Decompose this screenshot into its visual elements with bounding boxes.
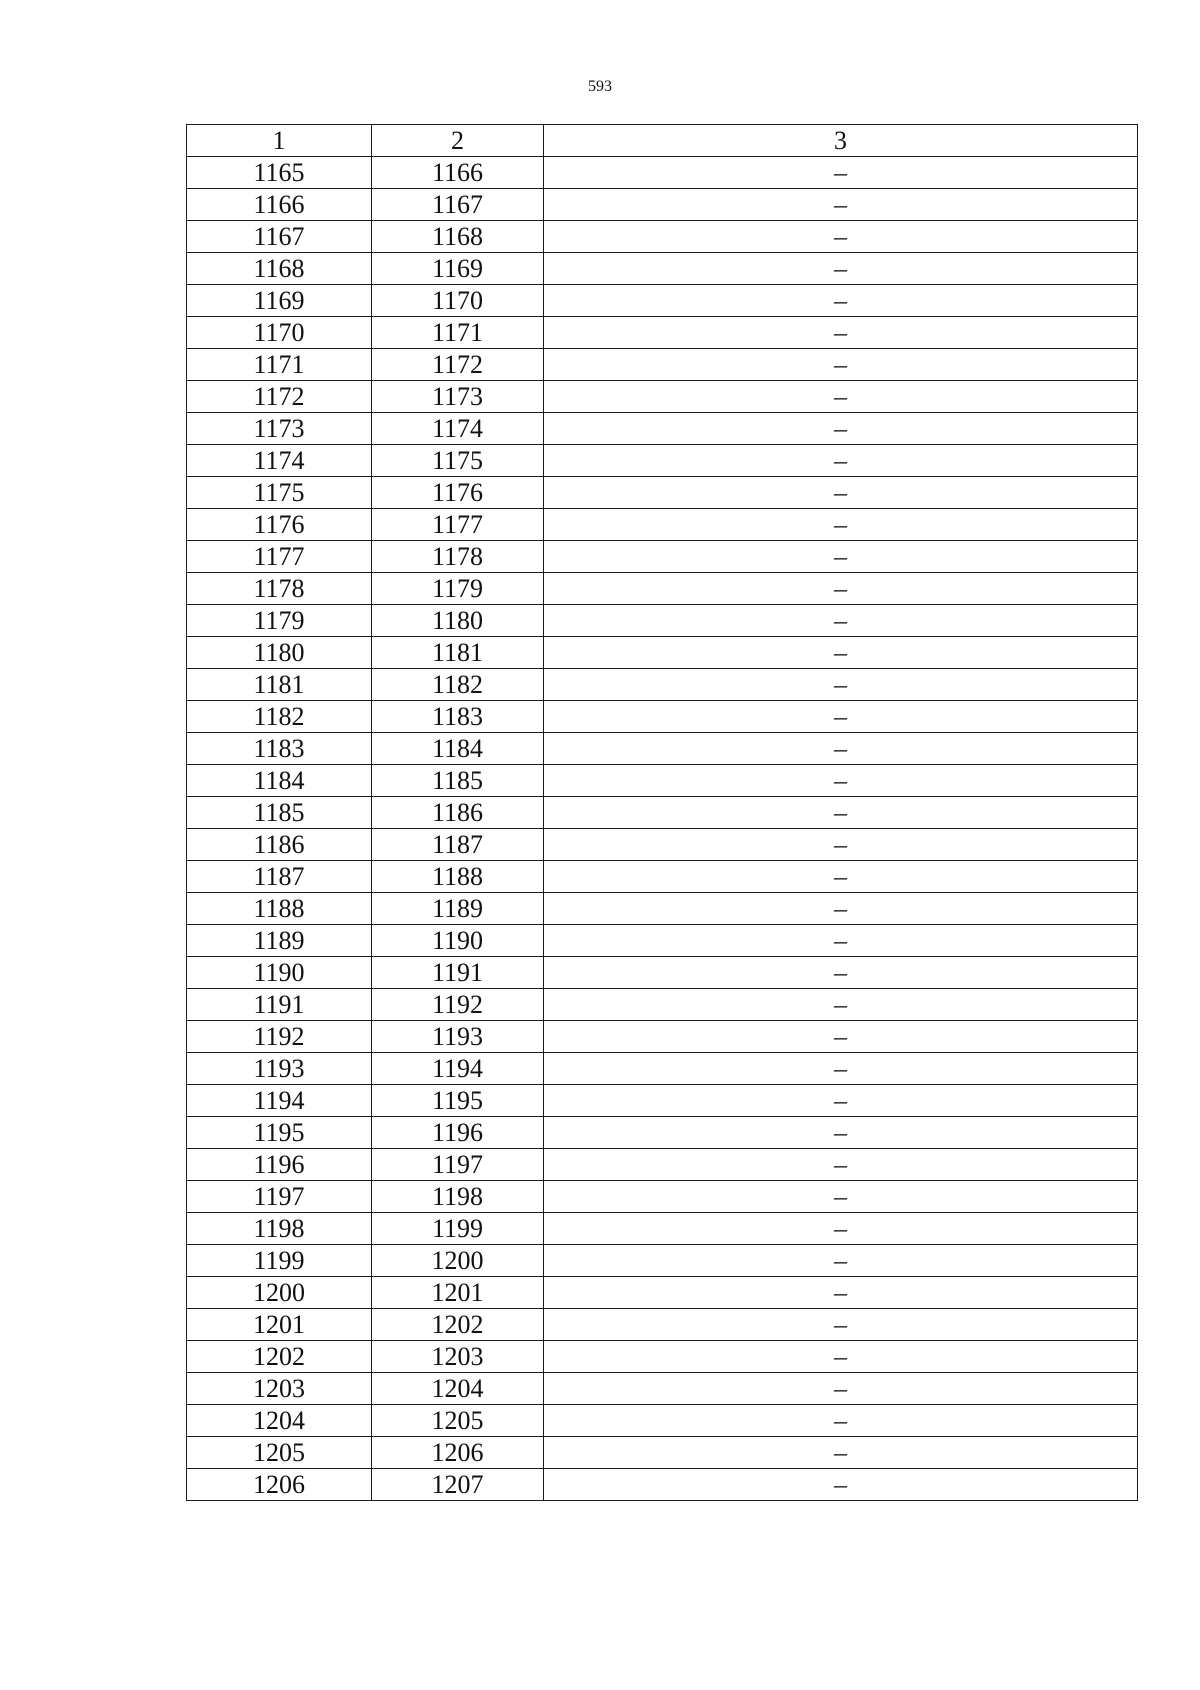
table-row — [187, 413, 1138, 445]
table-cell-col-3: – — [544, 1373, 1138, 1405]
table-cell-col-1: 1178 — [187, 573, 372, 605]
table-row — [187, 445, 1138, 477]
table-cell-col-1: 1200 — [187, 1277, 372, 1309]
table-cell-col-1: 1206 — [187, 1469, 372, 1501]
table-cell-col-2: 1168 — [372, 221, 544, 253]
table-cell-col-3: – — [544, 1309, 1138, 1341]
table-cell-col-1: 1182 — [187, 701, 372, 733]
table-cell-col-3: – — [544, 189, 1138, 221]
table-cell-col-2: 1193 — [372, 1021, 544, 1053]
table-cell-col-2: 1201 — [372, 1277, 544, 1309]
table-cell-col-3: – — [544, 1437, 1138, 1469]
table-cell-col-1: 1167 — [187, 221, 372, 253]
table-body — [187, 157, 1138, 1501]
table-cell-col-1: 1194 — [187, 1085, 372, 1117]
table-cell-col-3: – — [544, 1149, 1138, 1181]
table-cell-col-1: 1202 — [187, 1341, 372, 1373]
table-cell-col-3: – — [544, 1341, 1138, 1373]
table-cell-col-2: 1176 — [372, 477, 544, 509]
table-cell-col-2: 1203 — [372, 1341, 544, 1373]
table-cell-col-2: 1191 — [372, 957, 544, 989]
table-cell-col-1: 1180 — [187, 637, 372, 669]
table-row — [187, 701, 1138, 733]
table-cell-col-3: – — [544, 445, 1138, 477]
table-cell-col-3: – — [544, 925, 1138, 957]
table-row — [187, 1053, 1138, 1085]
table-cell-col-3: – — [544, 733, 1138, 765]
table-cell-col-1: 1172 — [187, 381, 372, 413]
table-cell-col-1: 1175 — [187, 477, 372, 509]
table-cell-col-2: 1169 — [372, 253, 544, 285]
table-row — [187, 925, 1138, 957]
table-cell-col-1: 1191 — [187, 989, 372, 1021]
table-row — [187, 829, 1138, 861]
table-row — [187, 1213, 1138, 1245]
table-cell-col-1: 1166 — [187, 189, 372, 221]
table-cell-col-1: 1184 — [187, 765, 372, 797]
table-cell-col-3: – — [544, 893, 1138, 925]
table-cell-col-3: – — [544, 765, 1138, 797]
table-cell-col-1: 1195 — [187, 1117, 372, 1149]
table-cell-col-2: 1172 — [372, 349, 544, 381]
table-row — [187, 477, 1138, 509]
table-cell-col-1: 1177 — [187, 541, 372, 573]
table-cell-col-1: 1193 — [187, 1053, 372, 1085]
table-row — [187, 1245, 1138, 1277]
table-cell-col-3: – — [544, 413, 1138, 445]
table-row — [187, 285, 1138, 317]
table-row — [187, 637, 1138, 669]
table-row — [187, 669, 1138, 701]
table-cell-col-1: 1192 — [187, 1021, 372, 1053]
table-cell-col-3: – — [544, 573, 1138, 605]
table-cell-col-3: – — [544, 1245, 1138, 1277]
table-cell-col-2: 1200 — [372, 1245, 544, 1277]
table-cell-col-2: 1181 — [372, 637, 544, 669]
column-header-1: 1 — [187, 125, 372, 157]
table-cell-col-1: 1170 — [187, 317, 372, 349]
table-row — [187, 221, 1138, 253]
table-row — [187, 957, 1138, 989]
table-cell-col-3: – — [544, 541, 1138, 573]
table-cell-col-2: 1166 — [372, 157, 544, 189]
table-cell-col-1: 1197 — [187, 1181, 372, 1213]
table-cell-col-1: 1204 — [187, 1405, 372, 1437]
table-cell-col-2: 1177 — [372, 509, 544, 541]
table-cell-col-2: 1186 — [372, 797, 544, 829]
table-cell-col-3: – — [544, 349, 1138, 381]
table-cell-col-1: 1165 — [187, 157, 372, 189]
table-cell-col-2: 1195 — [372, 1085, 544, 1117]
table-cell-col-3: – — [544, 1021, 1138, 1053]
table-cell-col-3: – — [544, 861, 1138, 893]
table-cell-col-1: 1176 — [187, 509, 372, 541]
table-row — [187, 157, 1138, 189]
column-header-3: 3 — [544, 125, 1138, 157]
table-cell-col-3: – — [544, 957, 1138, 989]
data-table — [186, 124, 1138, 1501]
table-cell-col-1: 1187 — [187, 861, 372, 893]
table-row — [187, 797, 1138, 829]
table-cell-col-2: 1179 — [372, 573, 544, 605]
table-cell-col-3: – — [544, 669, 1138, 701]
table-header-row — [187, 125, 1138, 157]
table-row — [187, 1373, 1138, 1405]
table-cell-col-2: 1174 — [372, 413, 544, 445]
table-row — [187, 1437, 1138, 1469]
table-cell-col-2: 1189 — [372, 893, 544, 925]
table-cell-col-3: – — [544, 637, 1138, 669]
table-cell-col-2: 1185 — [372, 765, 544, 797]
table-row — [187, 1085, 1138, 1117]
table-cell-col-2: 1198 — [372, 1181, 544, 1213]
table-cell-col-2: 1202 — [372, 1309, 544, 1341]
table-row — [187, 605, 1138, 637]
table-cell-col-3: – — [544, 1117, 1138, 1149]
table-cell-col-2: 1167 — [372, 189, 544, 221]
table-cell-col-3: – — [544, 157, 1138, 189]
page-number: 593 — [588, 78, 612, 95]
table-cell-col-1: 1199 — [187, 1245, 372, 1277]
table-row — [187, 253, 1138, 285]
table-cell-col-2: 1178 — [372, 541, 544, 573]
table-cell-col-1: 1190 — [187, 957, 372, 989]
table-cell-col-3: – — [544, 989, 1138, 1021]
table-row — [187, 989, 1138, 1021]
table-row — [187, 381, 1138, 413]
table-cell-col-1: 1201 — [187, 1309, 372, 1341]
table-cell-col-2: 1196 — [372, 1117, 544, 1149]
table-cell-col-3: – — [544, 797, 1138, 829]
table-cell-col-1: 1181 — [187, 669, 372, 701]
table-cell-col-3: – — [544, 317, 1138, 349]
table-cell-col-1: 1196 — [187, 1149, 372, 1181]
table-cell-col-2: 1206 — [372, 1437, 544, 1469]
table-cell-col-1: 1179 — [187, 605, 372, 637]
table-cell-col-1: 1186 — [187, 829, 372, 861]
table-cell-col-2: 1182 — [372, 669, 544, 701]
table-cell-col-1: 1205 — [187, 1437, 372, 1469]
table-row — [187, 509, 1138, 541]
table-row — [187, 1117, 1138, 1149]
table-cell-col-2: 1194 — [372, 1053, 544, 1085]
table-cell-col-3: – — [544, 477, 1138, 509]
table-cell-col-1: 1188 — [187, 893, 372, 925]
table-cell-col-2: 1184 — [372, 733, 544, 765]
table-cell-col-2: 1183 — [372, 701, 544, 733]
table-cell-col-3: – — [544, 509, 1138, 541]
table-row — [187, 1341, 1138, 1373]
table-cell-col-3: – — [544, 829, 1138, 861]
table-cell-col-3: – — [544, 1213, 1138, 1245]
table-cell-col-1: 1171 — [187, 349, 372, 381]
table-cell-col-2: 1207 — [372, 1469, 544, 1501]
table-row — [187, 1309, 1138, 1341]
table-cell-col-1: 1173 — [187, 413, 372, 445]
table-cell-col-2: 1197 — [372, 1149, 544, 1181]
table-row — [187, 541, 1138, 573]
table-row — [187, 1405, 1138, 1437]
table-row — [187, 765, 1138, 797]
table-cell-col-2: 1173 — [372, 381, 544, 413]
table-cell-col-2: 1188 — [372, 861, 544, 893]
table-cell-col-1: 1169 — [187, 285, 372, 317]
table-row — [187, 573, 1138, 605]
table-cell-col-1: 1183 — [187, 733, 372, 765]
table-row — [187, 189, 1138, 221]
table-cell-col-3: – — [544, 1085, 1138, 1117]
table-cell-col-3: – — [544, 253, 1138, 285]
table-cell-col-2: 1180 — [372, 605, 544, 637]
table-cell-col-2: 1187 — [372, 829, 544, 861]
table-cell-col-3: – — [544, 701, 1138, 733]
table-cell-col-3: – — [544, 221, 1138, 253]
table-row — [187, 893, 1138, 925]
table-cell-col-3: – — [544, 605, 1138, 637]
table-row — [187, 349, 1138, 381]
table-cell-col-2: 1170 — [372, 285, 544, 317]
table-row — [187, 1181, 1138, 1213]
table-cell-col-3: – — [544, 1277, 1138, 1309]
table-row — [187, 1021, 1138, 1053]
table-cell-col-2: 1190 — [372, 925, 544, 957]
table-cell-col-1: 1185 — [187, 797, 372, 829]
table-cell-col-1: 1174 — [187, 445, 372, 477]
table-row — [187, 733, 1138, 765]
table-cell-col-3: – — [544, 381, 1138, 413]
table-cell-col-2: 1204 — [372, 1373, 544, 1405]
table-cell-col-2: 1199 — [372, 1213, 544, 1245]
table-cell-col-2: 1175 — [372, 445, 544, 477]
table-cell-col-1: 1168 — [187, 253, 372, 285]
table-cell-col-1: 1198 — [187, 1213, 372, 1245]
table-header — [187, 125, 1138, 157]
table-cell-col-3: – — [544, 1053, 1138, 1085]
table-cell-col-1: 1189 — [187, 925, 372, 957]
table-row — [187, 861, 1138, 893]
table-cell-col-3: – — [544, 1469, 1138, 1501]
table-cell-col-3: – — [544, 1181, 1138, 1213]
table-cell-col-3: – — [544, 285, 1138, 317]
table-cell-col-2: 1171 — [372, 317, 544, 349]
table-cell-col-2: 1205 — [372, 1405, 544, 1437]
column-header-2: 2 — [372, 125, 544, 157]
table-row — [187, 1469, 1138, 1501]
table-row — [187, 1149, 1138, 1181]
table-row — [187, 1277, 1138, 1309]
table-cell-col-3: – — [544, 1405, 1138, 1437]
table-row — [187, 317, 1138, 349]
table-cell-col-1: 1203 — [187, 1373, 372, 1405]
table-cell-col-2: 1192 — [372, 989, 544, 1021]
